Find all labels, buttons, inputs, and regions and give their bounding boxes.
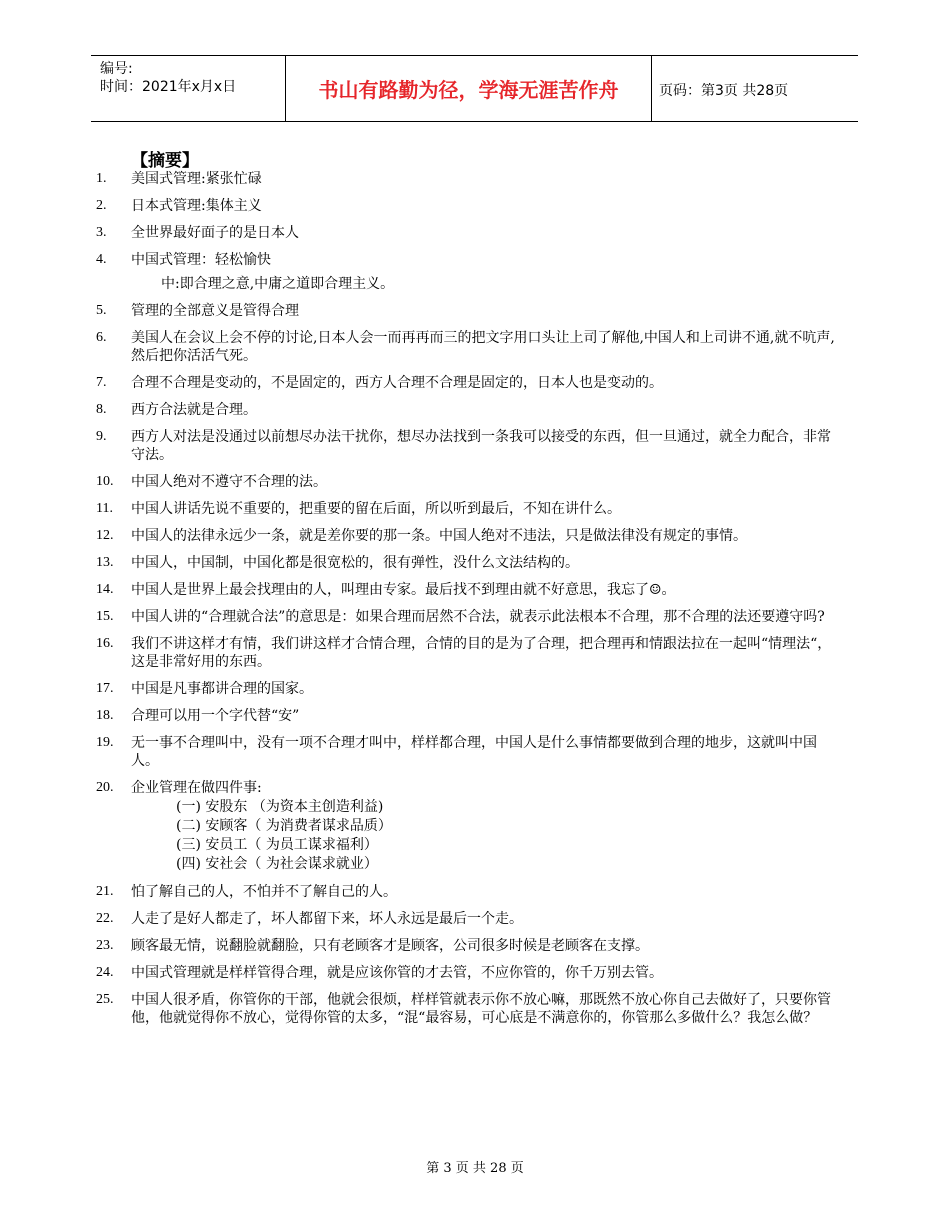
item-number: 22. [96, 911, 114, 926]
item-number: 21. [96, 884, 114, 899]
list-item [96, 883, 841, 901]
time-label: 时间：2021年x月x日 [100, 79, 237, 95]
item-text: 中国式管理：轻松愉快 [131, 252, 271, 268]
item-text: 合理不合理是变动的，不是固定的，西方人合理不合理是固定的，日本人也是变动的。 [131, 375, 663, 391]
item-number: 13. [96, 555, 114, 570]
list-item [96, 937, 841, 955]
list-item [96, 401, 841, 419]
item-text: 中国人讲的“合理就合法”的意思是：如果合理而居然不合法，就表示此法根本不合理，那不合理的法还要遵守吗? [131, 609, 825, 625]
list-item [96, 329, 841, 365]
list-item [96, 608, 841, 626]
item-number: 12. [96, 528, 114, 543]
item-number: 20. [96, 780, 114, 795]
item-text: 日本式管理:集体主义 [131, 198, 262, 214]
item-number: 6. [96, 330, 107, 345]
item-text: 怕了解自己的人，不怕并不了解自己的人。 [131, 884, 397, 900]
header-motto: 书山有路勤为径，学海无涯苦作舟 [285, 56, 652, 121]
item-number: 8. [96, 402, 107, 417]
item-text: 中国人是世界上最会找理由的人，叫理由专家。最后找不到理由就不好意思，我忘了☺。 [131, 582, 676, 598]
sub-item: (二) 安顾客（ 为消费者谋求品质） [176, 818, 392, 834]
item-number: 19. [96, 735, 114, 750]
item-number: 18. [96, 708, 114, 723]
item-text: 中国人讲话先说不重要的，把重要的留在后面，所以听到最后，不知在讲什么。 [131, 501, 621, 517]
list-item [96, 428, 841, 464]
item-number: 15. [96, 609, 114, 624]
item-text: 合理可以用一个字代替“安” [131, 708, 300, 724]
item-number: 9. [96, 429, 107, 444]
section-title: 【摘要】 [131, 151, 199, 171]
list-item [96, 302, 841, 320]
item-number: 4. [96, 252, 107, 267]
list-item [96, 473, 841, 491]
list-item [96, 197, 841, 215]
sub-item: (三) 安员工（ 为员工谋求福利） [176, 837, 378, 853]
item-number: 24. [96, 965, 114, 980]
item-text: 我们不讲这样才有情，我们讲这样才合情合理，合情的目的是为了合理，把合理再和情跟法拉在一起叫“情理法“，这是非常好用的东西。 [131, 636, 832, 670]
item-number: 1. [96, 171, 107, 186]
list-item [96, 635, 841, 671]
item-number: 23. [96, 938, 114, 953]
list-item [96, 251, 841, 269]
list-item [96, 500, 841, 518]
item-text: 西方人对法是没通过以前想尽办法干扰你，想尽办法找到一条我可以接受的东西，但一旦通过，就全力配合，非常守法。 [131, 429, 831, 463]
item-text: 中国是凡事都讲合理的国家。 [131, 681, 313, 697]
item-text: 中国人很矛盾，你管你的干部，他就会很烦，样样管就表示你不放心嘛，那既然不放心你自己去做好了，只要你管他，他就觉得你不放心，觉得你管的太多，“混“最容易，可心底是不满意你的，你管那么多做什么？我怎么做？ [131, 992, 831, 1026]
code-label: 编号: [100, 61, 133, 77]
page-indicator: 页码：第3页 共28页 [659, 83, 789, 99]
list-item [96, 680, 841, 698]
list-item [96, 527, 841, 545]
item-number: 2. [96, 198, 107, 213]
item-number: 10. [96, 474, 114, 489]
item-text: 中国人绝对不遵守不合理的法。 [131, 474, 327, 490]
item-note: 中:即合理之意,中庸之道即合理主义。 [161, 276, 395, 292]
item-text: 中国人的法律永远少一条，就是差你要的那一条。中国人绝对不违法，只是做法律没有规定的事情。 [131, 528, 747, 544]
item-text: 中国人，中国制，中国化都是很宽松的，很有弹性，没什么文法结构的。 [131, 555, 579, 571]
header-meta [100, 60, 290, 96]
item-number: 7. [96, 375, 107, 390]
item-text: 全世界最好面子的是日本人 [131, 225, 299, 241]
list-item [96, 964, 841, 982]
item-text: 美国人在会议上会不停的讨论,日本人会一而再再而三的把文字用口头让上司了解他,中国人和上司讲不通,就不吭声,然后把你活活气死。 [131, 330, 835, 364]
item-text: 企业管理在做四件事: [131, 780, 262, 796]
list-item [96, 374, 841, 392]
item-number: 25. [96, 992, 114, 1007]
list-item [96, 581, 841, 599]
summary-list [96, 170, 841, 1036]
item-text: 管理的全部意义是管得合理 [131, 303, 299, 319]
list-item [96, 170, 841, 188]
item-number: 14. [96, 582, 114, 597]
list-item [96, 991, 841, 1027]
item-number: 17. [96, 681, 114, 696]
list-item [96, 554, 841, 572]
sub-list [131, 798, 841, 874]
sub-item: (四) 安社会（ 为社会谋求就业） [176, 856, 378, 872]
item-text: 美国式管理:紧张忙碌 [131, 171, 262, 187]
page-header [91, 55, 858, 122]
item-text: 人走了是好人都走了，坏人都留下来，坏人永远是最后一个走。 [131, 911, 523, 927]
item-text: 顾客最无情，说翻脸就翻脸，只有老顾客才是顾客，公司很多时候是老顾客在支撑。 [131, 938, 649, 954]
item-number: 11. [96, 501, 113, 516]
sub-item: (一) 安股东 （为资本主创造利益) [176, 799, 384, 815]
list-item [96, 734, 841, 770]
item-number: 16. [96, 636, 114, 651]
list-item [96, 910, 841, 928]
item-number: 3. [96, 225, 107, 240]
item-number: 5. [96, 303, 107, 318]
item-text: 中国式管理就是样样管得合理，就是应该你管的才去管，不应你管的，你千万别去管。 [131, 965, 663, 981]
item-text: 无一事不合理叫中，没有一项不合理才叫中，样样都合理，中国人是什么事情都要做到合理的地步，这就叫中国人。 [131, 735, 817, 769]
list-item [96, 779, 841, 874]
page-footer: 第 3 页 共 28 页 [426, 1161, 524, 1176]
list-item [96, 707, 841, 725]
list-item [96, 224, 841, 242]
item-text: 西方合法就是合理。 [131, 402, 257, 418]
